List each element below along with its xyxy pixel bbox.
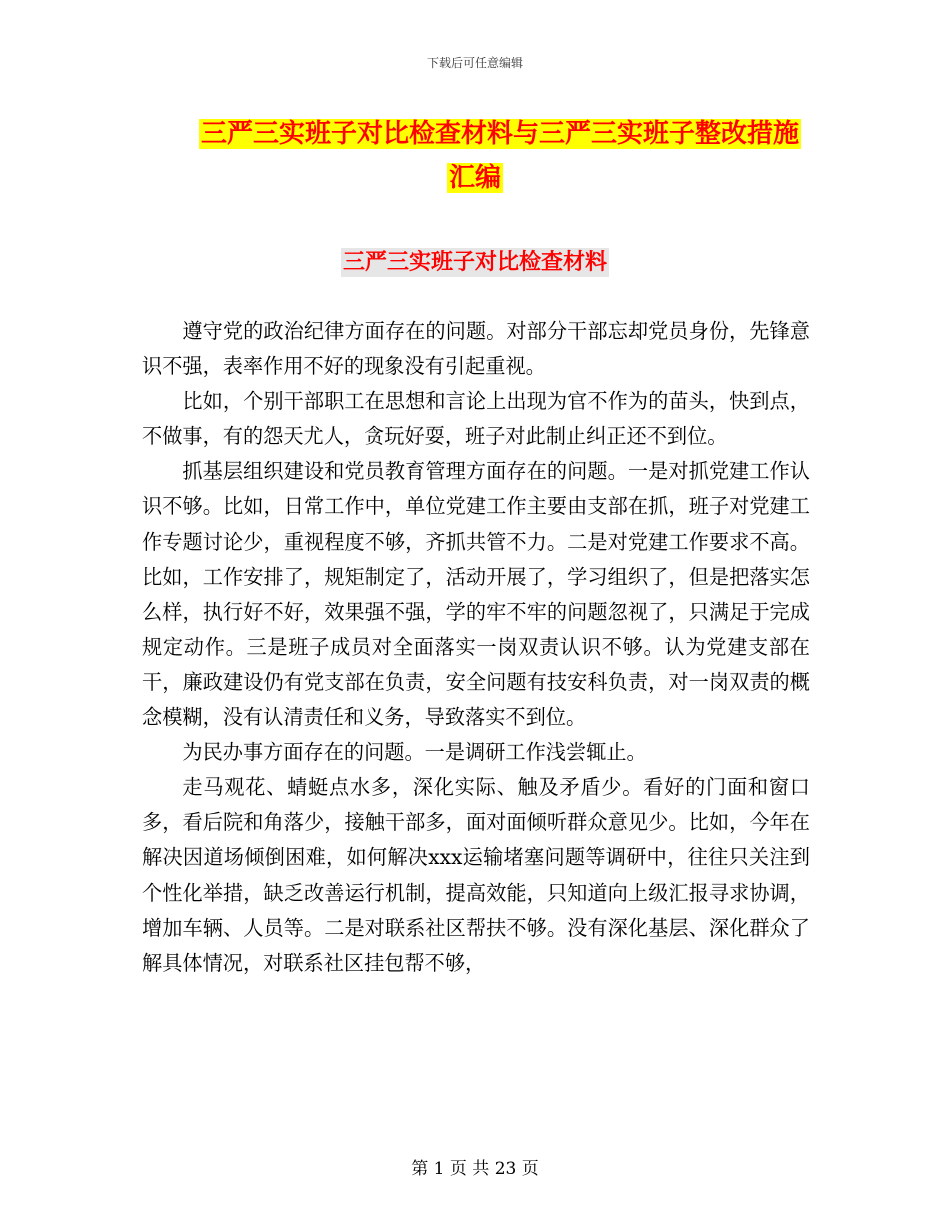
document-body (142, 314, 810, 981)
document-title (0, 112, 950, 200)
paragraph: 走马观花、蜻蜓点水多，深化实际、触及矛盾少。看好的门面和窗口多，看后院和角落少，接触干部多，面对面倾听群众意见少。比如，今年在解决因道场倾倒困难，如何解决xxx运输堵塞问题等调研中，往往只关注到个性化举措，缺乏改善运行机制，提高效能，只知道向上级汇报寻求协调，增加车辆、人员等。二是对联系社区帮扶不够。没有深化基层、深化群众了解具体情况，对联系社区挂包帮不够， (142, 775, 810, 975)
document-title-line-1 (0, 112, 950, 156)
paragraph: 抓基层组织建设和党员教育管理方面存在的问题。一是对抓党建工作认识不够。比如，日常工作中，单位党建工作主要由支部在抓，班子对党建工作专题讨论少，重视程度不够，齐抓共管不力。二是对党建工作要求不高。比如，工作安排了，规矩制定了，活动开展了，学习组织了，但是把落实怎么样，执行好不好，效果强不强，学的牢不牢的问题忽视了，只满足于完成规定动作。三是班子成员对全面落实一岗双责认识不够。认为党建支部在干，廉政建设仍有党支部在负责，安全问题有技安科负责，对一岗双责的概念模糊，没有认清责任和义务，导致落实不到位。 (142, 459, 810, 730)
paragraph: 遵守党的政治纪律方面存在的问题。对部分干部忘却党员身份，先锋意识不强，表率作用不好的现象没有引起重视。 (142, 319, 810, 379)
paragraph: 为民办事方面存在的问题。一是调研工作浅尝辄止。 (182, 740, 647, 765)
document-title-line-2 (0, 156, 950, 200)
document-title-line-2-text: 汇编 (448, 163, 501, 193)
paragraph: 比如，个别干部职工在思想和言论上出现为官不作为的苗头，快到点，不做事，有的怨天尤人，贪玩好耍，班子对此制止纠正还不到位。 (142, 389, 810, 449)
header-note: 下载后可任意编辑 (426, 56, 523, 70)
page-number: 第 1 页 共 23 页 (411, 1159, 539, 1179)
section-title (0, 245, 950, 276)
section-title-text: 三严三实班子对比检查材料 (342, 250, 607, 275)
document-title-line-1-text: 三严三实班子对比检查材料与三严三实班子整改措施 (200, 119, 799, 149)
